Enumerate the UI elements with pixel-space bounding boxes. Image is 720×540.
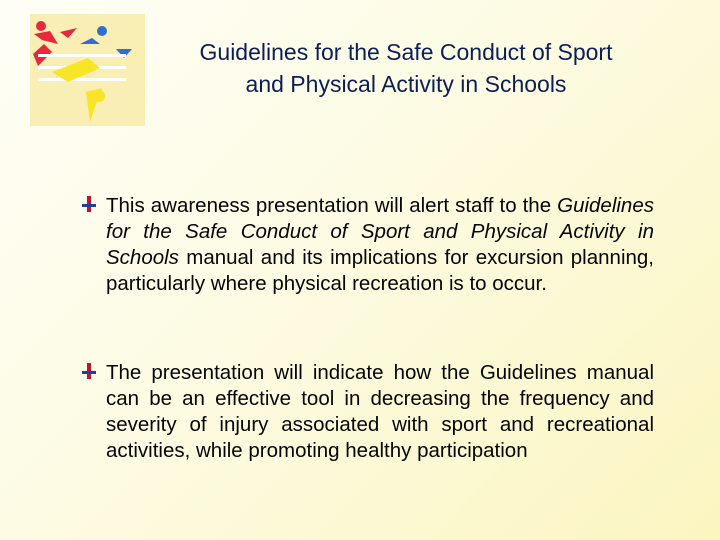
sports-figures-logo: [30, 14, 145, 126]
bullet-text: [106, 193, 654, 297]
red-figure-body: [34, 31, 58, 44]
yellow-figure-head: [93, 90, 105, 102]
bullet-icon: [82, 363, 96, 379]
red-figure-arm: [60, 28, 77, 38]
blue-figure-body: [80, 38, 100, 44]
stripe: [38, 78, 126, 81]
title-line-2: and Physical Activity in Schools: [245, 71, 567, 97]
bullet-text: [106, 360, 654, 464]
bullet-icon: [82, 196, 96, 212]
slide-title: [150, 36, 662, 100]
bullet-text-italic: Guidelines for the Safe Conduct of Sport and Physical Activity in Schools: [106, 194, 654, 269]
bullet-text-part: manual and its implications for excursion planning, particularly where physical recreation is to occur.: [106, 246, 654, 295]
bullet-item-presentation: [82, 360, 654, 464]
bullet-text-part: This awareness presentation will alert staff to the: [106, 194, 558, 217]
stripe: [38, 54, 126, 57]
bullet-item-awareness: [82, 193, 654, 297]
title-line-1: Guidelines for the Safe Conduct of Sport: [199, 39, 613, 65]
logo-graphic: [30, 14, 145, 126]
red-figure-head: [36, 21, 46, 31]
blue-figure-head: [97, 26, 107, 36]
bullet-text-part: The presentation will indicate how the Guidelines manual can be an effective tool in decreasing the frequency and severity of injury associated with sport and recreational activities, while promoting healthy participation: [106, 361, 654, 462]
